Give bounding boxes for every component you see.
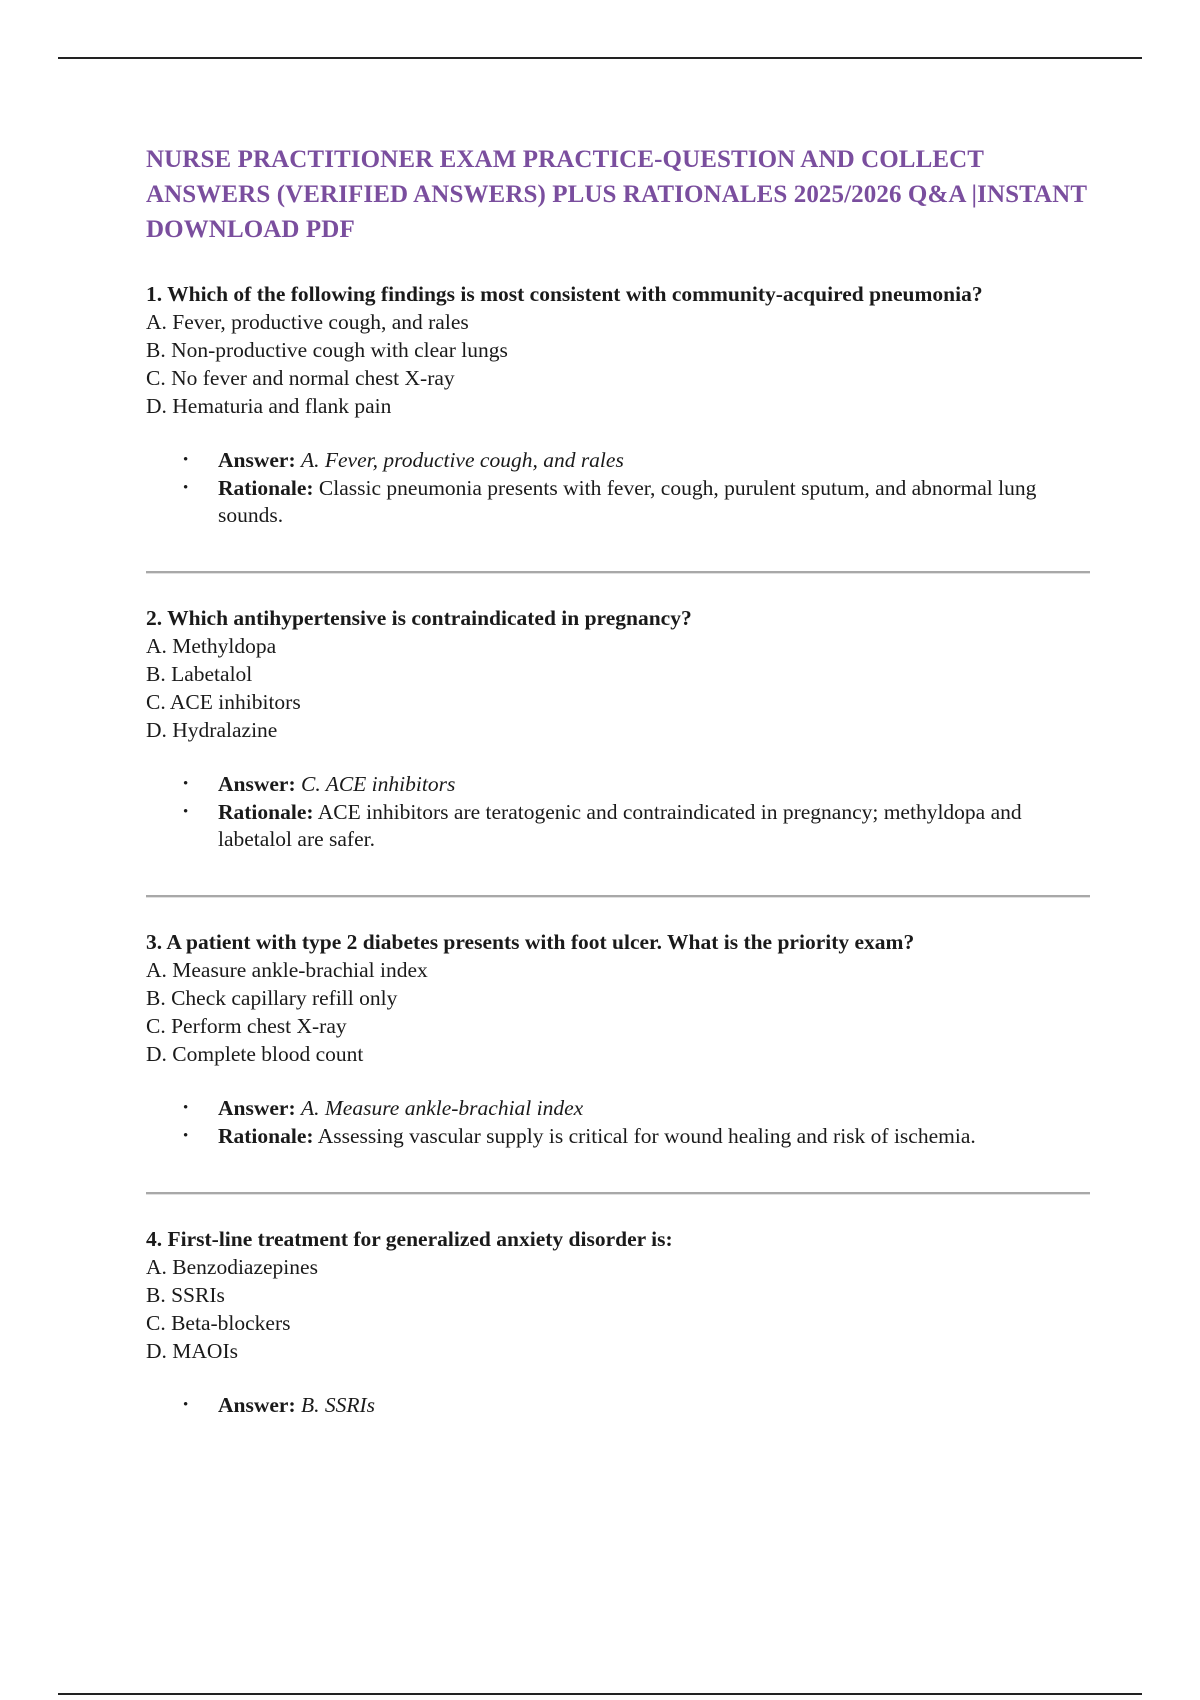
option-list [146, 956, 1090, 1068]
answer-label: Answer: [218, 1096, 296, 1120]
answer-item [183, 1095, 1090, 1122]
question-text: 3. A patient with type 2 diabetes presents with foot ulcer. What is the priority exam? [146, 930, 915, 954]
answer-text: B. SSRIs [301, 1393, 376, 1417]
rationale-text: ACE inhibitors are teratogenic and contraindicated in pregnancy; methyldopa and labetalol are safer. [218, 800, 1022, 851]
bullet-icon: • [183, 1128, 189, 1144]
bullet-icon: • [183, 804, 189, 820]
option-a: A. Measure ankle-brachial index [146, 958, 428, 982]
question-block-2 [146, 604, 1090, 853]
option-a: A. Benzodiazepines [146, 1255, 318, 1279]
option-list [146, 1253, 1090, 1365]
answer-list [146, 1095, 1090, 1150]
option-c: C. Beta-blockers [146, 1311, 291, 1335]
rationale-label: Rationale: [218, 476, 314, 500]
question-block-3 [146, 928, 1090, 1150]
question-text: 4. First-line treatment for generalized anxiety disorder is: [146, 1227, 673, 1251]
answer-list [146, 1392, 1090, 1419]
option-a: A. Methyldopa [146, 634, 277, 658]
question-text: 2. Which antihypertensive is contraindicated in pregnancy? [146, 606, 692, 630]
option-d: D. MAOIs [146, 1339, 238, 1363]
answer-text: C. ACE inhibitors [301, 772, 456, 796]
bullet-icon: • [183, 452, 189, 468]
option-c: C. No fever and normal chest X-ray [146, 366, 455, 390]
page-top-rule [58, 57, 1142, 59]
rationale-label: Rationale: [218, 800, 314, 824]
question-block-4 [146, 1225, 1090, 1419]
document-body [146, 142, 1090, 1420]
option-list [146, 632, 1090, 744]
bullet-icon: • [183, 480, 189, 496]
option-b: B. Labetalol [146, 662, 253, 686]
question-block-1 [146, 280, 1090, 529]
section-divider [146, 895, 1090, 898]
option-list [146, 308, 1090, 420]
answer-label: Answer: [218, 1393, 296, 1417]
rationale-text: Assessing vascular supply is critical for wound healing and risk of ischemia. [317, 1124, 976, 1148]
answer-label: Answer: [218, 448, 296, 472]
answer-item [183, 447, 1090, 474]
option-c: C. Perform chest X-ray [146, 1014, 347, 1038]
page-bottom-rule [58, 1693, 1142, 1695]
bullet-icon: • [183, 1100, 189, 1116]
option-a: A. Fever, productive cough, and rales [146, 310, 469, 334]
rationale-label: Rationale: [218, 1124, 314, 1148]
option-d: D. Hydralazine [146, 718, 278, 742]
answer-list [146, 771, 1090, 853]
answer-label: Answer: [218, 772, 296, 796]
bullet-icon: • [183, 1397, 189, 1413]
rationale-item [183, 799, 1090, 853]
option-b: B. Check capillary refill only [146, 986, 398, 1010]
bullet-icon: • [183, 776, 189, 792]
answer-item [183, 1392, 1090, 1419]
question-text: 1. Which of the following findings is most consistent with community-acquired pneumonia? [146, 282, 983, 306]
answer-list [146, 447, 1090, 529]
rationale-item [183, 475, 1090, 529]
answer-item [183, 771, 1090, 798]
document-title: NURSE PRACTITIONER EXAM PRACTICE-QUESTION AND COLLECT ANSWERS (VERIFIED ANSWERS) PLUS RATIONALES 2025/2026 Q&A |INSTANT DOWNLOAD PDF [146, 146, 1087, 243]
rationale-text: Classic pneumonia presents with fever, cough, purulent sputum, and abnormal lung sounds. [218, 476, 1037, 527]
section-divider [146, 571, 1090, 574]
option-d: D. Complete blood count [146, 1042, 364, 1066]
answer-text: A. Fever, productive cough, and rales [301, 448, 624, 472]
answer-text: A. Measure ankle-brachial index [301, 1096, 584, 1120]
option-d: D. Hematuria and flank pain [146, 394, 392, 418]
rationale-item [183, 1123, 1090, 1150]
section-divider [146, 1192, 1090, 1195]
option-b: B. Non-productive cough with clear lungs [146, 338, 508, 362]
option-c: C. ACE inhibitors [146, 690, 301, 714]
option-b: B. SSRIs [146, 1283, 225, 1307]
